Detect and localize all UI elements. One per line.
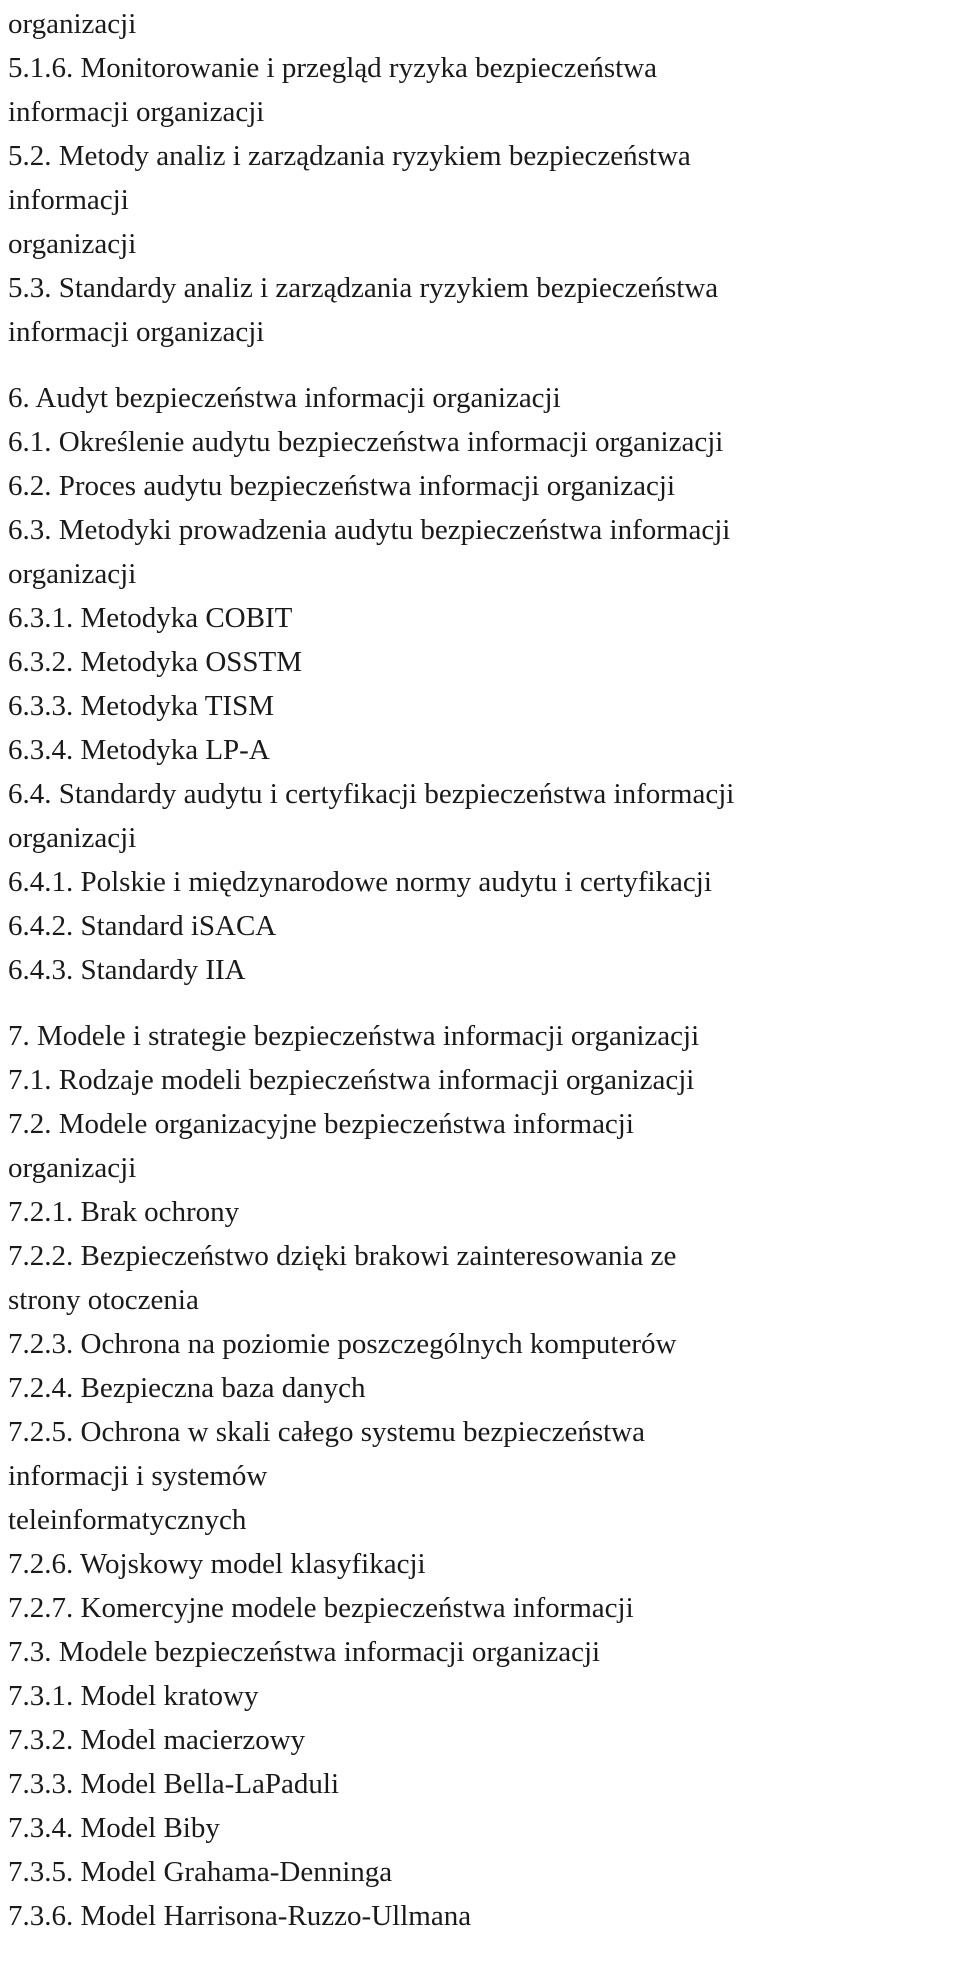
toc-line: 7.2.7. Komercyjne modele bezpieczeństwa informacji [8, 1592, 634, 1624]
section-spacer [8, 354, 960, 376]
toc-line: 6.3.1. Metodyka COBIT [8, 602, 293, 634]
toc-line: 7.1. Rodzaje modeli bezpieczeństwa informacji organizacji [8, 1064, 695, 1096]
toc-line: 6.3.3. Metodyka TISM [8, 690, 275, 722]
toc-line: 5.2. Metody analiz i zarządzania ryzykiem bezpieczeństwa [8, 140, 691, 172]
toc-section [8, 1014, 960, 1938]
toc-line: 7.3.5. Model Grahama-Denninga [8, 1856, 393, 1888]
toc-line: teleinformatycznych [8, 1504, 247, 1536]
toc-line: 6.4.3. Standardy IIA [8, 954, 246, 986]
toc-line: 7.2.4. Bezpieczna baza danych [8, 1372, 366, 1404]
toc-line: informacji [8, 184, 129, 216]
toc-line: 6.3.2. Metodyka OSSTM [8, 646, 303, 678]
toc-line: 7.2. Modele organizacyjne bezpieczeństwa informacji [8, 1108, 634, 1140]
toc-line: 7.2.6. Wojskowy model klasyfikacji [8, 1548, 426, 1580]
toc-line: 7.2.1. Brak ochrony [8, 1196, 240, 1228]
toc-line: 6.4.1. Polskie i międzynarodowe normy audytu i certyfikacji [8, 866, 712, 898]
toc-line: informacji organizacji [8, 316, 265, 348]
toc-line: organizacji [8, 8, 137, 40]
toc-line: strony otoczenia [8, 1284, 199, 1316]
toc-line: 7.3.2. Model macierzowy [8, 1724, 306, 1756]
toc-section [8, 376, 960, 992]
section-spacer [8, 992, 960, 1014]
toc-line: 6.3.4. Metodyka LP-A [8, 734, 270, 766]
toc-line: 7. Modele i strategie bezpieczeństwa informacji organizacji [8, 1020, 700, 1052]
toc-section [8, 2, 960, 354]
toc-line: 6.3. Metodyki prowadzenia audytu bezpieczeństwa informacji [8, 514, 731, 546]
table-of-contents [8, 2, 960, 1938]
toc-line: organizacji [8, 558, 137, 590]
toc-line: 5.1.6. Monitorowanie i przegląd ryzyka bezpieczeństwa [8, 52, 658, 84]
toc-line: 6.2. Proces audytu bezpieczeństwa informacji organizacji [8, 470, 676, 502]
toc-line: organizacji [8, 228, 137, 260]
toc-line: 7.2.5. Ochrona w skali całego systemu bezpieczeństwa [8, 1416, 645, 1448]
toc-line: 5.3. Standardy analiz i zarządzania ryzykiem bezpieczeństwa [8, 272, 719, 304]
toc-line: 7.2.2. Bezpieczeństwo dzięki brakowi zainteresowania ze [8, 1240, 677, 1272]
toc-line: 6.1. Określenie audytu bezpieczeństwa informacji organizacji [8, 426, 724, 458]
toc-line: 7.2.3. Ochrona na poziomie poszczególnych komputerów [8, 1328, 677, 1360]
toc-line: 7.3.3. Model Bella-LaPaduli [8, 1768, 340, 1800]
toc-line: 6.4. Standardy audytu i certyfikacji bezpieczeństwa informacji [8, 778, 735, 810]
toc-line: 6. Audyt bezpieczeństwa informacji organizacji [8, 382, 561, 414]
toc-line: 7.3.1. Model kratowy [8, 1680, 259, 1712]
toc-line: informacji organizacji [8, 96, 265, 128]
toc-line: 7.3.6. Model Harrisona-Ruzzo-Ullmana [8, 1900, 472, 1932]
toc-line: organizacji [8, 1152, 137, 1184]
toc-line: informacji i systemów [8, 1460, 268, 1492]
toc-line: 7.3. Modele bezpieczeństwa informacji organizacji [8, 1636, 601, 1668]
toc-line: organizacji [8, 822, 137, 854]
toc-line: 7.3.4. Model Biby [8, 1812, 220, 1844]
toc-line: 6.4.2. Standard iSACA [8, 910, 277, 942]
